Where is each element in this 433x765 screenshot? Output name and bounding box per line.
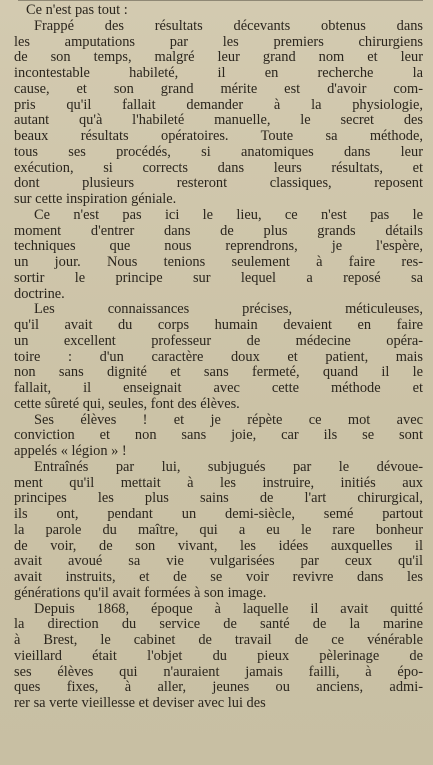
- article-body: [14, 3, 423, 712]
- text-line: non sans dignité et sans fermeté, quand il le: [14, 364, 423, 381]
- text-line: rer sa verte vieillesse et deviser avec lui des: [14, 695, 266, 711]
- text-line: beaux résultats opératoires. Toute sa méthode,: [14, 128, 423, 144]
- text-line: Les connaissances précises, méticuleuses,: [34, 301, 423, 318]
- text-line: tous ses procédés, si anatomiques dans leur: [14, 143, 423, 160]
- text-line: vieillard était l'objet du pieux pèlerinage de: [14, 647, 423, 664]
- text-line: ils ont, pendant un demi-siècle, semé partout: [14, 506, 423, 522]
- text-line: Ses élèves ! et je répète ce mot avec: [34, 411, 423, 428]
- paragraph: [14, 19, 423, 208]
- text-line: cause, et son grand mérite est d'avoir com-: [14, 80, 423, 97]
- text-line: toire : d'un caractère doux et patient, mais: [14, 348, 423, 365]
- paragraph: [14, 208, 423, 303]
- text-line: appelés « légion » !: [14, 443, 127, 459]
- text-line: Depuis 1868, époque à laquelle il avait quitté: [34, 600, 423, 617]
- text-line: à Brest, le cabinet de travail de ce vénérable: [14, 632, 423, 648]
- text-line: doctrine.: [14, 285, 65, 302]
- clipped-previous-line: [18, 0, 423, 3]
- text-line: exécution, si corrects dans leurs résultats, et: [14, 159, 423, 176]
- text-line: sur cette inspiration géniale.: [14, 191, 177, 207]
- paragraph: [14, 302, 423, 412]
- text-line: principes les plus sains de l'art chirurgical,: [14, 490, 423, 507]
- paragraph: [14, 460, 423, 602]
- text-line: les amputations par les premiers chirurgiens: [14, 33, 423, 50]
- text-line: dont plusieurs resteront classiques, reposent: [14, 175, 423, 192]
- text-line: moment d'entrer dans de plus grands détails: [14, 222, 423, 239]
- text-line: sortir le principe sur lequel a reposé sa: [14, 269, 423, 286]
- paragraph: [14, 413, 423, 460]
- text-line: Frappé des résultats décevants obtenus dans: [34, 17, 423, 34]
- text-line: générations qu'il avait formées à son image.: [14, 584, 267, 601]
- text-line: la parole du maître, qui a eu le rare bonheur: [14, 521, 423, 538]
- text-line: Ce n'est pas tout :: [26, 2, 128, 18]
- text-line: fallait, il enseignait avec cette méthode et: [14, 380, 423, 396]
- text-line: conviction et non sans joie, car ils se sont: [14, 427, 423, 444]
- text-line: de voir, de son vivant, les idées auxquelles il: [14, 537, 423, 554]
- paragraph: [14, 3, 423, 19]
- text-line: ses élèves qui n'auraient jamais failli, à épo-: [14, 663, 423, 680]
- text-line: Ce n'est pas ici le lieu, ce n'est pas le: [34, 206, 423, 223]
- paragraph: [14, 602, 423, 712]
- text-line: ment qu'il mettait à les instruire, initiés aux: [14, 474, 423, 491]
- text-line: cette sûreté qui, seules, font des élèves.: [14, 395, 240, 412]
- text-line: avait avoué sa vie vulgarisées par ceux qu'il: [14, 553, 423, 570]
- text-line: qu'il avait du corps humain devaient en faire: [14, 317, 423, 333]
- text-line: un jour. Nous tenions seulement à faire res-: [14, 254, 423, 270]
- text-line: pris qu'il fallait demander à la physiologie,: [14, 96, 423, 113]
- text-line: de son temps, malgré leur grand nom et leur: [14, 49, 423, 66]
- text-line: Entraînés par lui, subjugués par le dévoue-: [34, 458, 423, 475]
- text-line: la direction du service de santé de la marine: [14, 616, 423, 633]
- text-line: un excellent professeur de médecine opéra-: [14, 332, 423, 349]
- text-line: autant qu'à l'habileté manuelle, le secret des: [14, 112, 423, 129]
- text-line: incontestable habileté, il en recherche la: [14, 65, 423, 81]
- text-line: techniques que nous reprendrons, je l'espère,: [14, 238, 423, 255]
- text-line: avait instruits, et de se voir revivre dans les: [14, 569, 423, 585]
- text-line: ques fixes, à aller, jeunes ou anciens, admi-: [14, 679, 423, 696]
